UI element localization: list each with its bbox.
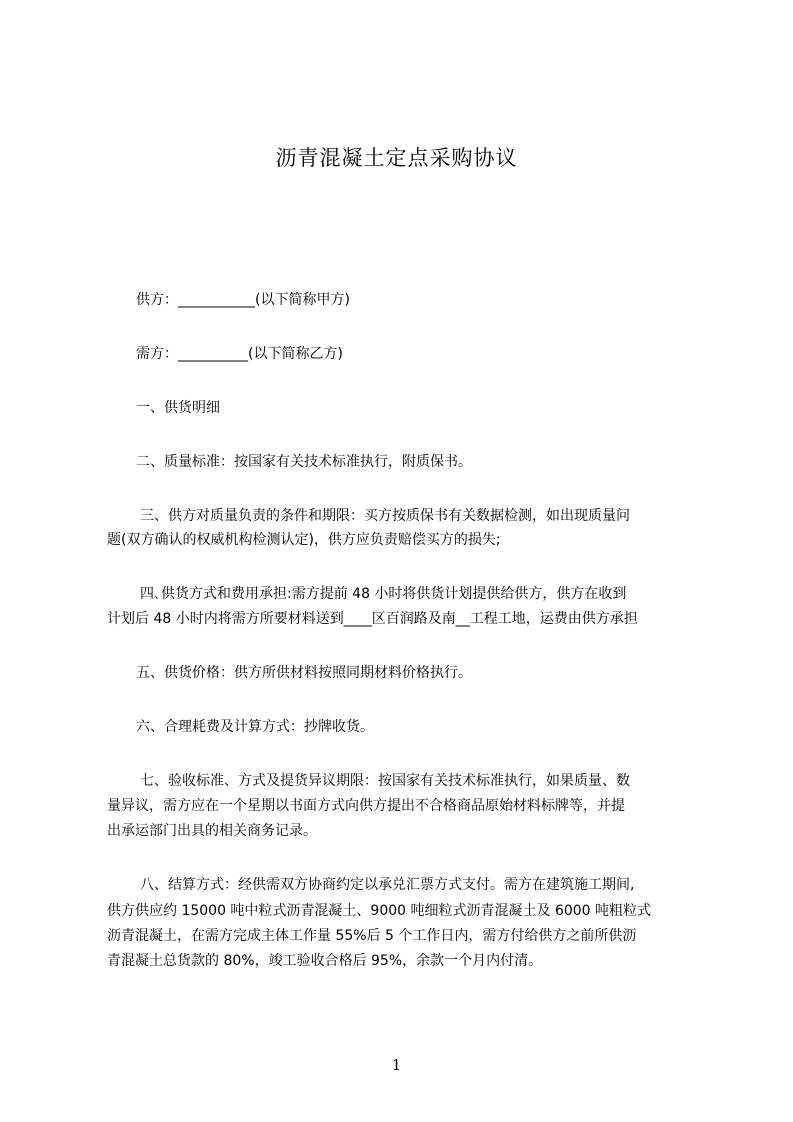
section-8-line-1: 八、结算方式：经供需双方协商约定以承兑汇票方式支付。需方在建筑施工期间, bbox=[140, 877, 635, 893]
section-8-line-3: 沥青混凝土，在需方完成主体工作量 55%后 5 个工作日内，需方付给供方之前所供沥 bbox=[107, 928, 637, 944]
section-3-line-2: 题(双方确认的权威机构检测认定)，供方应负责赔偿买方的损失; bbox=[107, 532, 501, 548]
section-8-line-2: 供方供应约 15000 吨中粒式沥青混凝土、9000 吨细粒式沥青混凝土及 6000 吨粗粒式 bbox=[107, 903, 652, 919]
section-1-supply-details: 一、供货明细 bbox=[136, 400, 220, 416]
section-7-line-1: 七、验收标准、方式及提货异议期限：按国家有关技术标准执行，如果质量、数 bbox=[140, 773, 630, 789]
page-number: 1 bbox=[391, 1056, 402, 1074]
buyer-line: 需方：__________(以下简称乙方) bbox=[136, 346, 343, 362]
section-4-line-2: 计划后 48 小时内将需方所要材料送到____区百润路及南__工程工地，运费由供方承担 bbox=[107, 611, 638, 627]
section-6-consumption: 六、合理耗费及计算方式：抄牌收货。 bbox=[136, 719, 374, 735]
section-2-quality-standard: 二、质量标准：按国家有关技术标准执行，附质保书。 bbox=[136, 454, 472, 470]
section-4-line-1: 四､供货方式和费用承担:需方提前 48 小时将供货计划提供给供方，供方在收到 bbox=[140, 586, 627, 602]
supplier-line: 供方：___________(以下简称甲方) bbox=[136, 292, 350, 308]
section-5-price: 五、供货价格：供方所供材料按照同期材料价格执行。 bbox=[136, 665, 472, 681]
document-title: 沥青混凝土定点采购协议 bbox=[275, 146, 518, 170]
section-7-line-3: 出承运部门出具的相关商务记录。 bbox=[107, 823, 317, 839]
section-7-line-2: 量异议，需方应在一个星期以书面方式向供方提出不合格商品原始材料标牌等，并提 bbox=[107, 798, 625, 814]
section-3-line-1: 三、供方对质量负责的条件和期限：买方按质保书有关数据检测，如出现质量问 bbox=[140, 508, 630, 524]
section-8-line-4: 青混凝土总货款的 80%，竣工验收合格后 95%，余款一个月内付清。 bbox=[107, 953, 543, 969]
